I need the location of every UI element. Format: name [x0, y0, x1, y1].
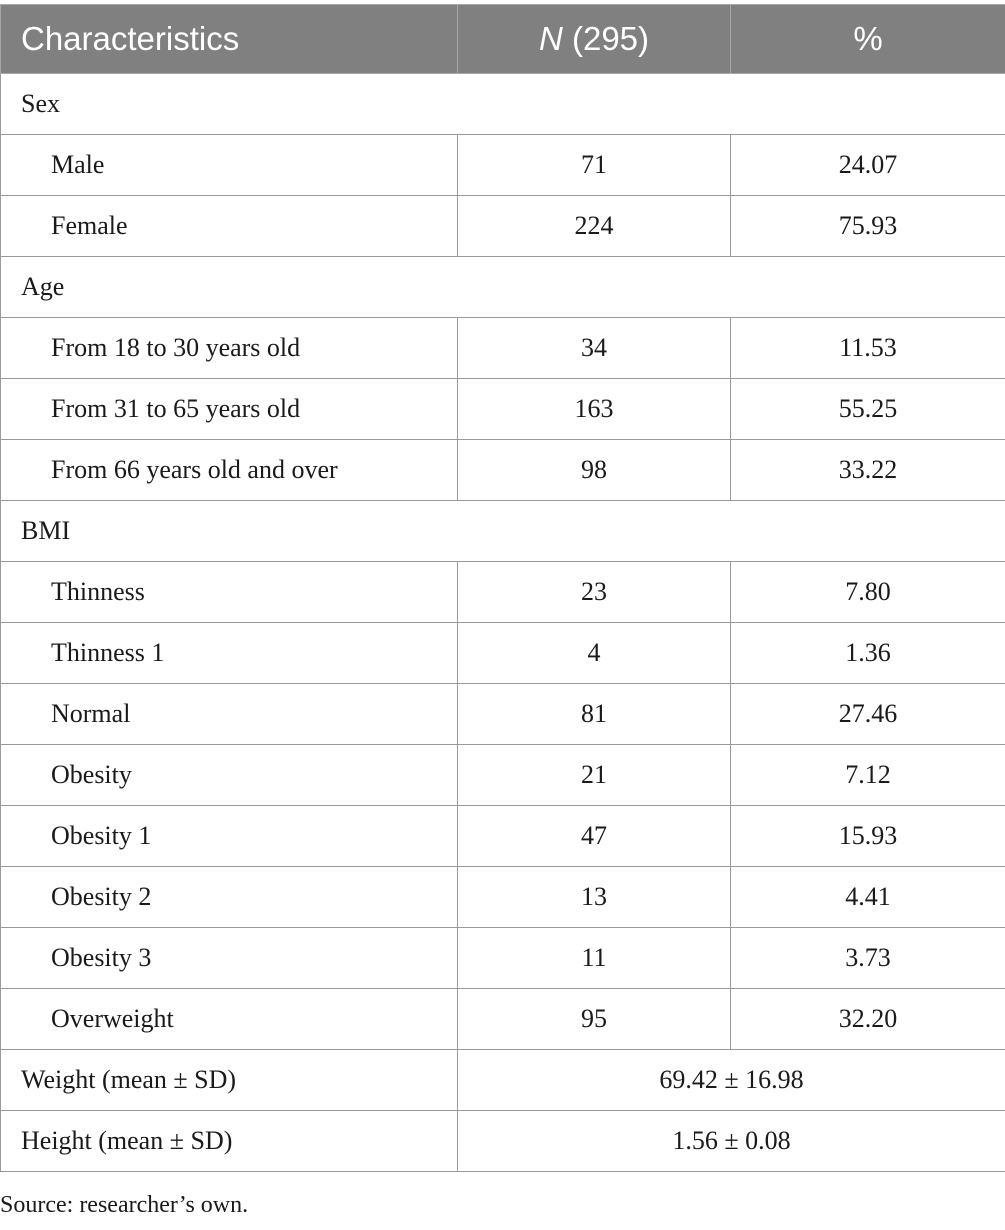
table-row	[1, 196, 1005, 257]
summary-label: Height (mean ± SD)	[1, 1111, 458, 1172]
row-pct: 3.73	[731, 928, 1005, 989]
header-percent: %	[731, 5, 1005, 74]
characteristics-table	[0, 4, 1005, 1172]
row-n: 98	[458, 440, 731, 501]
row-label: Obesity 2	[1, 867, 458, 928]
row-n: 23	[458, 562, 731, 623]
row-label: Male	[1, 135, 458, 196]
source-note: Source: researcher’s own.	[0, 1192, 249, 1218]
table-row	[1, 318, 1005, 379]
group-row-age	[1, 257, 1005, 318]
row-n: 95	[458, 989, 731, 1050]
row-pct: 15.93	[731, 806, 1005, 867]
row-pct: 7.80	[731, 562, 1005, 623]
summary-value: 1.56 ± 0.08	[458, 1111, 1005, 1172]
row-pct: 27.46	[731, 684, 1005, 745]
table-row	[1, 867, 1005, 928]
table-row	[1, 684, 1005, 745]
row-pct: 1.36	[731, 623, 1005, 684]
row-n: 163	[458, 379, 731, 440]
summary-row-height	[1, 1111, 1005, 1172]
row-pct: 32.20	[731, 989, 1005, 1050]
row-pct: 24.07	[731, 135, 1005, 196]
header-n-count: (295)	[562, 20, 650, 57]
row-n: 21	[458, 745, 731, 806]
row-pct: 11.53	[731, 318, 1005, 379]
summary-value: 69.42 ± 16.98	[458, 1050, 1005, 1111]
row-label: Obesity 1	[1, 806, 458, 867]
row-label: Female	[1, 196, 458, 257]
header-n	[458, 5, 731, 74]
row-label: Obesity	[1, 745, 458, 806]
group-label: BMI	[1, 501, 1005, 562]
table-row	[1, 806, 1005, 867]
header-characteristics: Characteristics	[1, 5, 458, 74]
table-row	[1, 135, 1005, 196]
table-row	[1, 623, 1005, 684]
header-row	[1, 5, 1005, 74]
table-header	[1, 5, 1005, 74]
header-n-symbol: N	[538, 20, 563, 57]
row-pct: 55.25	[731, 379, 1005, 440]
row-pct: 75.93	[731, 196, 1005, 257]
group-row-bmi	[1, 501, 1005, 562]
row-label: From 66 years old and over	[1, 440, 458, 501]
row-n: 81	[458, 684, 731, 745]
table-row	[1, 440, 1005, 501]
row-label: From 31 to 65 years old	[1, 379, 458, 440]
group-row-sex	[1, 74, 1005, 135]
table-row	[1, 989, 1005, 1050]
row-label: Thinness	[1, 562, 458, 623]
row-label: From 18 to 30 years old	[1, 318, 458, 379]
row-n: 47	[458, 806, 731, 867]
row-label: Overweight	[1, 989, 458, 1050]
group-label: Sex	[1, 74, 1005, 135]
group-label: Age	[1, 257, 1005, 318]
table-body	[1, 74, 1005, 1172]
row-n: 224	[458, 196, 731, 257]
summary-label: Weight (mean ± SD)	[1, 1050, 458, 1111]
table-row	[1, 928, 1005, 989]
table-row	[1, 562, 1005, 623]
summary-row-weight	[1, 1050, 1005, 1111]
row-n: 71	[458, 135, 731, 196]
row-n: 34	[458, 318, 731, 379]
table-row	[1, 379, 1005, 440]
row-label: Obesity 3	[1, 928, 458, 989]
row-label: Thinness 1	[1, 623, 458, 684]
row-pct: 4.41	[731, 867, 1005, 928]
row-pct: 7.12	[731, 745, 1005, 806]
table-row	[1, 745, 1005, 806]
row-pct: 33.22	[731, 440, 1005, 501]
row-label: Normal	[1, 684, 458, 745]
row-n: 11	[458, 928, 731, 989]
row-n: 13	[458, 867, 731, 928]
row-n: 4	[458, 623, 731, 684]
